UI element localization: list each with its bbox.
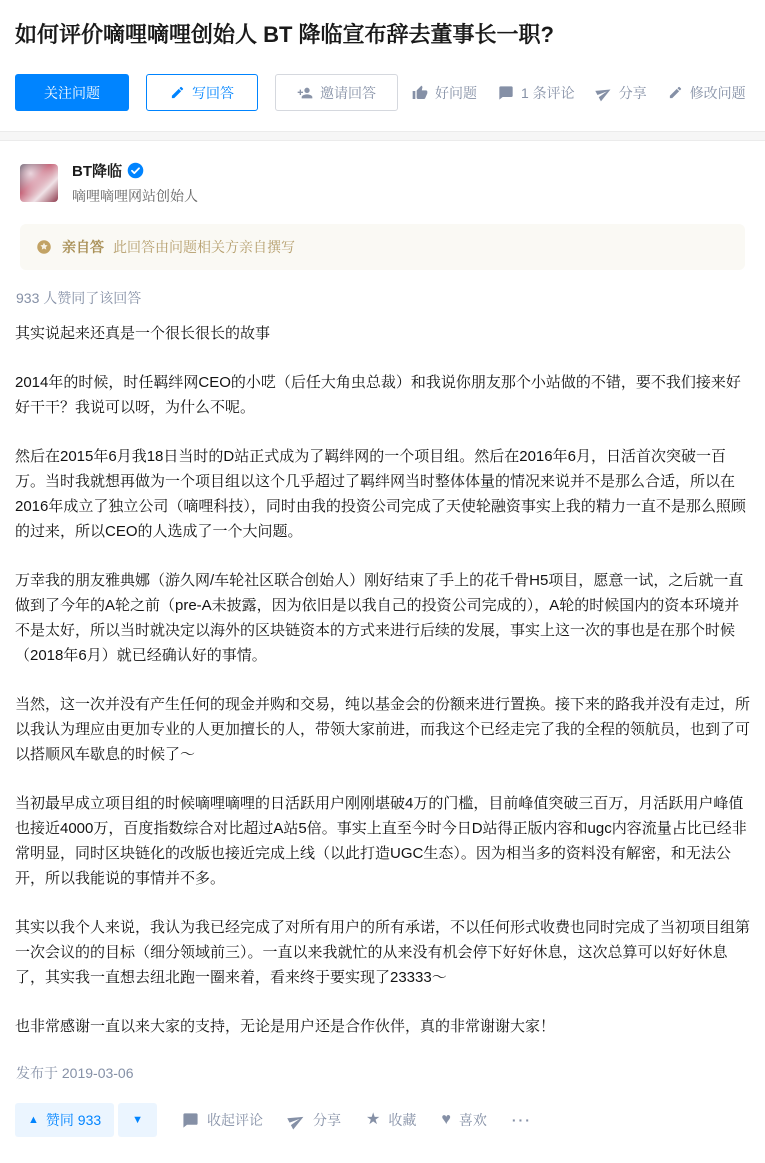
follow-question-button[interactable]: 关注问题 bbox=[15, 74, 129, 111]
ellipsis-icon: ··· bbox=[511, 1112, 532, 1128]
favorite-label: 收藏 bbox=[388, 1112, 417, 1128]
edit-icon bbox=[668, 85, 683, 100]
share-plane-icon bbox=[593, 82, 615, 104]
write-answer-label: 写回答 bbox=[192, 84, 234, 101]
question-comments-button[interactable] bbox=[498, 83, 575, 103]
more-actions-button[interactable] bbox=[512, 1112, 532, 1128]
invite-answer-button[interactable] bbox=[275, 74, 398, 111]
answer-paragraph: 其实说起来还真是一个很长很长的故事 bbox=[15, 325, 271, 342]
down-triangle-icon: ▼ bbox=[132, 1113, 144, 1126]
like-label: 喜欢 bbox=[458, 1112, 487, 1128]
author-headline: 嘀哩嘀哩网站创始人 bbox=[72, 188, 198, 204]
answer-paragraph: 然后在2015年6月我18日当时的D站正式成为了羁绊网的一个项目组。然后在2016年6月，日活首次突破一百万。当时我就想再做为一个项目组以这个几乎超过了羁绊网当时整体体量的情况来说并不是那么合适，所以在2016年成立了独立公司（嘀哩科技），同时由我的投资公司完成了天使轮融资事实上我的精力一直不是那么照顾的过来，所以CEO的人选成了一个大问题。 bbox=[15, 448, 746, 540]
like-button[interactable] bbox=[441, 1110, 487, 1130]
pencil-icon bbox=[170, 85, 185, 100]
answer-author bbox=[20, 160, 745, 206]
self-answer-notice bbox=[20, 224, 745, 270]
answer-action-bar bbox=[15, 1103, 750, 1137]
answer-card bbox=[0, 141, 765, 1163]
question-comments-label: 1 条评论 bbox=[521, 84, 575, 101]
answer-content bbox=[15, 321, 750, 1039]
medal-icon bbox=[35, 238, 53, 256]
author-name[interactable]: BT降临 bbox=[72, 163, 122, 180]
up-triangle-icon: ▲ bbox=[28, 1113, 39, 1126]
answer-paragraph: 其实以我个人来说，我认为我已经完成了对所有用户的所有承诺，不以任何形式收费也同时完成了当初项目组第一次会议的的目标（细分领域前三）。一直以来我就忙的从来没有机会停下好好休息，这次总算可以好好休息了，其实我一直想去纽北跑一圈来着，看来终于要实现了23333～ bbox=[15, 919, 751, 986]
answer-share-button[interactable] bbox=[288, 1110, 341, 1130]
author-name-row bbox=[72, 160, 198, 181]
upvote-label: 赞同 933 bbox=[45, 1112, 102, 1128]
heart-icon: ♥ bbox=[441, 1111, 451, 1128]
answer-paragraph: 也非常感谢一直以来大家的支持，无论是用户还是合作伙伴，真的非常谢谢大家！ bbox=[15, 1018, 556, 1035]
invite-answer-label: 邀请回答 bbox=[320, 84, 376, 101]
question-action-bar bbox=[15, 74, 750, 111]
upvote-summary: 933 人赞同了该回答 bbox=[16, 290, 142, 306]
write-answer-button[interactable] bbox=[146, 74, 258, 111]
answer-paragraph: 当初最早成立项目组的时候嘀哩嘀哩的日活跃用户刚刚堪破4万的门槛，目前峰值突破三百万，月活跃用户峰值也接近4000万，百度指数综合对比超过A站5倍。事实上直至今时今日D站得正版内容和ugc内容流量占比已经非常明显，同时区块链化的改版也接近完成上线（以此打造UGC生态）。因为相当多的资料没有解密，和无法公开，所以我能说的事情并不多。 bbox=[15, 795, 747, 887]
collapse-comments-button[interactable] bbox=[182, 1110, 263, 1130]
share-plane-icon bbox=[285, 1109, 308, 1132]
question-share-label: 分享 bbox=[618, 84, 647, 101]
answer-share-label: 分享 bbox=[313, 1112, 342, 1128]
question-header bbox=[0, 0, 765, 131]
question-title: 如何评价嘀哩嘀哩创始人 BT 降临宣布辞去董事长一职? bbox=[15, 22, 554, 47]
star-icon: ★ bbox=[366, 1111, 381, 1128]
question-share-button[interactable] bbox=[596, 83, 647, 103]
person-add-icon bbox=[297, 85, 313, 101]
verified-badge-icon bbox=[127, 162, 144, 179]
avatar[interactable] bbox=[20, 164, 58, 202]
edit-question-label: 修改问题 bbox=[689, 84, 746, 101]
answer-paragraph: 万幸我的朋友雅典娜（游久网/车轮社区联合创始人）刚好结束了手上的花千骨H5项目，愿意一试，之后就一直做到了今年的A轮之前（pre-A未披露，因为依旧是以我自己的投资公司完成的），A轮的时候国内的资本环境并不是太好，所以当时就决定以海外的区块链资本的方式来进行后续的发展，事实上这一次的事也是在那个时候（2018年6月）就已经确认好的事情。 bbox=[15, 572, 744, 664]
upvote-button[interactable] bbox=[15, 1103, 114, 1137]
collapse-comments-label: 收起评论 bbox=[207, 1112, 264, 1128]
comment-icon bbox=[182, 1112, 199, 1129]
author-info bbox=[72, 160, 198, 206]
comment-icon bbox=[498, 85, 514, 101]
section-divider bbox=[0, 131, 765, 141]
good-question-button[interactable] bbox=[412, 83, 477, 103]
answer-paragraph: 当然，这一次并没有产生任何的现金并购和交易，纯以基金会的份额来进行置换。接下来的路我并没有走过，所以我认为理应由更加专业的人更加擅长的人，带领大家前进，而我这个已经走完了我的全程的领航员，也到了可以搭顺风车歇息的时候了～ bbox=[15, 696, 751, 763]
edit-question-button[interactable] bbox=[668, 83, 746, 103]
downvote-button[interactable] bbox=[118, 1103, 157, 1137]
favorite-button[interactable] bbox=[366, 1110, 416, 1130]
good-question-label: 好问题 bbox=[435, 84, 477, 101]
notice-text: 此回答由问题相关方亲自撰写 bbox=[113, 239, 295, 255]
thumb-up-icon bbox=[412, 85, 428, 101]
publish-date: 发布于 2019-03-06 bbox=[16, 1065, 134, 1081]
notice-badge-label: 亲自答 bbox=[62, 239, 104, 255]
answer-paragraph: 2014年的时候，时任羁绊网CEO的小呓（后任大角虫总裁）和我说你朋友那个小站做的不错，要不我们接来好好干干？我说可以呀，为什么不呢。 bbox=[15, 374, 741, 416]
